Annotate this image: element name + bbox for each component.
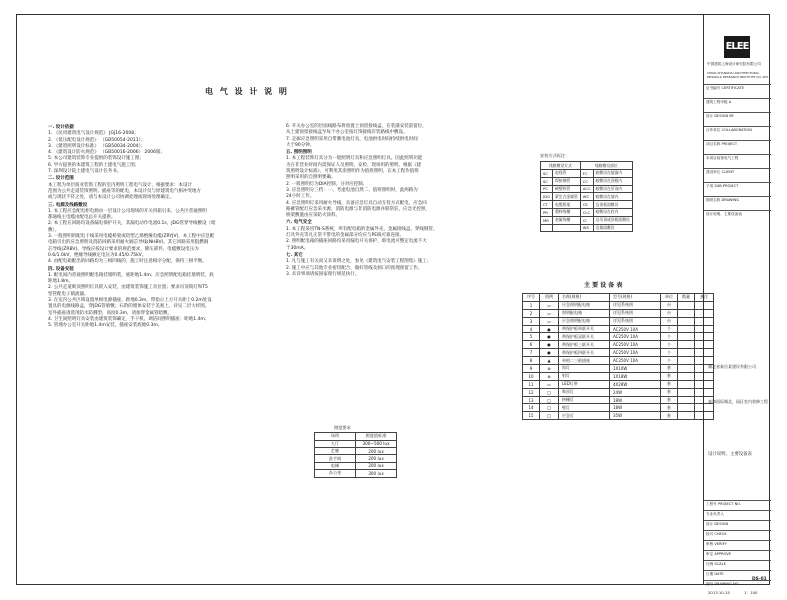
table-cell: ◯ [540, 404, 559, 412]
table-row [523, 404, 714, 412]
table-row [523, 325, 714, 333]
table-cell [678, 309, 695, 317]
note-line: 6. 开关办公室的层面线路布将放置土预留接线盒，在装潢安装前留位， [286, 124, 427, 129]
section-heading: 七. 其它 [286, 252, 303, 258]
table-cell: CT [541, 201, 553, 209]
table-cell: SC [541, 177, 553, 185]
title-block-row: 审定 APPROVE [704, 550, 771, 557]
table-cell: 走廊 [315, 447, 356, 454]
table-cell: 照明配电箱 [559, 309, 610, 317]
table-cell: 场所 [315, 433, 356, 440]
note-line: 2. 照明配电箱的插座回路均采用漏电开关保护，即电流可整定电流不大 [286, 239, 427, 245]
table-cell: 10 [523, 372, 540, 380]
table-cell: AC250V 10A [610, 341, 661, 349]
table-cell: ▲ [540, 357, 559, 365]
table-cell: 300 lux [356, 470, 397, 477]
install-table [540, 161, 633, 232]
note-line: 3. 未详事项请按国家现行规范执行。 [286, 271, 360, 277]
note-line: 2. 一般照明灯为DIA控制，分对应控制。 [286, 181, 368, 187]
table-cell: AC250V 10A [610, 333, 661, 341]
table-cell: WC [580, 193, 593, 201]
table-row [523, 341, 714, 349]
table-cell: 个 [661, 333, 678, 341]
note-line: 2. 《低压配电设计规范》 （GB50054-2011）； [48, 137, 146, 143]
table-cell [678, 317, 695, 325]
note-line: 5. 管理办公室开关距地1.4m安装，插座安装底地0.3m。 [48, 323, 163, 329]
table-cell: ● [540, 349, 559, 357]
note-line: 或与现状不符之处，请与本设计公司协调处理或现场处理确定。 [48, 195, 174, 201]
equipment-table-block [522, 280, 714, 420]
note-line: 3. 在室内公共区域设置单相电源插座，距地0.3m，带指示上方开关距上0.2m处设 [48, 298, 212, 304]
section-heading: 四. 设备安装 [48, 266, 74, 272]
table-row [315, 470, 397, 477]
table-cell: ● [540, 341, 559, 349]
table-cell: 35W [610, 412, 661, 420]
table-cell: 单相二三极插座 [559, 357, 610, 365]
table-cell: 台 [661, 317, 678, 325]
equipment-caption: 主 要 设 备 表 [584, 282, 623, 289]
install-table-block [540, 153, 633, 232]
table-cell: 300~500 lux [356, 440, 397, 447]
table-cell [678, 349, 695, 357]
table-cell: ACC [580, 185, 593, 193]
table-cell: 200 lux [356, 455, 397, 462]
note-line: 3. 应急照明分三档：一、考虑电池自然二、值班照明时，此两路为 [286, 187, 418, 193]
table-cell: ● [540, 325, 559, 333]
table-cell: 200 lux [356, 447, 397, 454]
table-cell: 序号 [523, 294, 540, 302]
note-line: 型管配电子镇流器。 [48, 291, 89, 297]
title-block-row: 校对 CHECK [704, 530, 771, 537]
table-cell: 15 [523, 412, 540, 420]
section-heading: 六. 电气安全 [286, 220, 312, 226]
table-cell: 12 [523, 388, 540, 396]
table-cell: SC [541, 170, 553, 178]
table-cell: CLC [580, 208, 593, 216]
note-line: 灯具外壳等凡正常不带电的金属部分均应与PE线可靠连接。 [286, 233, 405, 239]
note-line: 1. 配电间内普通照明配电箱挂墙明装，底距地1.4m；应急照明配电箱挂墙明装，底 [48, 272, 214, 278]
table-cell: ▭ [540, 380, 559, 388]
table-cell: 大厅 [315, 440, 356, 447]
table-cell [678, 412, 695, 420]
table-cell: 名称(规格) [559, 294, 610, 302]
table-cell: 详见系统图 [610, 309, 661, 317]
drawing-name: 设计说明、主要设备表 [708, 452, 752, 457]
table-cell: 型号(规格) [610, 294, 661, 302]
table-row [523, 365, 714, 373]
table-cell: 5 [523, 333, 540, 341]
table-cell: AC250V 10A [610, 357, 661, 365]
note-line: 2. 本工程在回路均设备漏电保护开关，其漏电动作电流0.1s，JDG管穿导线敷设（暗 [48, 221, 216, 227]
note-line: 7. 走廊应急照明采用自带蓄电池灯具，电池供电时间持续供电时间 [286, 136, 418, 142]
table-row [541, 201, 633, 209]
table-cell: 应急照明配电箱 [559, 301, 610, 309]
table-cell: ◯ [540, 388, 559, 396]
title-block-row: 设计说明、主要设备表 [704, 210, 771, 217]
note-line: 2. 公共走道吸顶照明灯具嵌入安装，由建筑装饰施工具位置；要求吊顶筒灯和T5 [48, 285, 208, 291]
section-heading: 二. 设计范围 [48, 176, 74, 182]
note-line: 芯导线(ZRBV)。导线应按设计要求的规范要求，降压部件，电缆敷设电压为 [48, 246, 199, 252]
title-block-row: 日期 DATE [704, 570, 771, 577]
table-cell [678, 372, 695, 380]
equipment-table [522, 293, 714, 420]
table-cell: 吸顶灯 [559, 388, 610, 396]
title-block-row: 本项目装饰电气工程 [704, 154, 771, 161]
table-cell: ▭ [540, 309, 559, 317]
table-cell: 暗敷设在顶板内 [593, 177, 632, 185]
table-cell: 套 [661, 372, 678, 380]
table-cell: 暗敷设在墙内 [593, 193, 632, 201]
table-cell: 套 [661, 365, 678, 373]
table-cell: 应急灯 [559, 412, 610, 420]
table-cell: 沿墙面敷设 [593, 224, 632, 232]
table-cell: ⊗ [540, 365, 559, 373]
note-line: 桥架敷施由应采防火涂料。 [286, 213, 340, 219]
table-cell: 沿顶板面敷设 [593, 201, 632, 209]
table-cell [678, 357, 695, 365]
table-cell: 套 [661, 412, 678, 420]
table-cell: 9 [523, 365, 540, 373]
table-cell: ● [540, 333, 559, 341]
note-line: 照明采用的自照明要确。 [286, 175, 336, 181]
table-cell: ◯ [540, 412, 559, 420]
table-row [523, 349, 714, 357]
title-block [703, 14, 771, 595]
table-row [541, 185, 633, 193]
table-cell: 200 lux [356, 462, 397, 469]
table-cell: 暗敷设在地面内 [593, 170, 632, 178]
table-cell: 8 [523, 357, 540, 365]
table-cell: MR [541, 216, 553, 224]
title-block-row: 建筑工程甲级 A [704, 98, 771, 105]
install-caption: 安装方式标注： [540, 153, 570, 158]
table-cell: 筒灯 [559, 365, 610, 373]
table-cell: 应急照明配电箱 [559, 317, 610, 325]
table-row [523, 333, 714, 341]
table-row [541, 177, 633, 185]
table-cell [678, 365, 695, 373]
table-cell: 1X10W [610, 365, 661, 373]
table-cell: 个 [661, 325, 678, 333]
table-row [523, 372, 714, 380]
table-cell: 塑料线槽 [553, 208, 581, 216]
company-name: 中国建筑上海设计研究院有限公司 [707, 62, 761, 66]
table-row [541, 224, 633, 232]
lux-table [314, 432, 397, 477]
table-row [541, 208, 633, 216]
lux-caption: 照度要求 [334, 425, 351, 430]
table-row [315, 447, 397, 454]
note-line: 2. 施工中应与其他专业密切配合，做好管线及洞口的预埋预留工作。 [286, 265, 423, 271]
table-cell: ◯ [540, 396, 559, 404]
table-row [523, 317, 714, 325]
table-cell: 2 [523, 309, 540, 317]
table-cell [678, 388, 695, 396]
table-cell: CC [580, 177, 593, 185]
table-cell: 单位 [661, 294, 678, 302]
note-line: 置具的电源线路盒，穿JDG管暗敷；石阶的墙体安装于美观上，详见二层大样图。 [48, 304, 210, 310]
table-cell: 详见系统图 [610, 301, 661, 309]
table-header-row [541, 162, 633, 170]
note-line: 4. 由配电箱配出的回路均为三相四线的，施工时注意相序分配，保持三相平衡。 [48, 259, 207, 265]
table-cell [541, 224, 553, 232]
table-cell: CI [580, 216, 593, 224]
note-line: 1. 本工程应急配电柜电源由一层设计公司现场的开关用箱引来，公共区普通照明 [48, 208, 207, 214]
note-line: 5. 本公司建筑装饰专业提供的装饰设计施工图； [48, 156, 144, 162]
table-cell: 3 [523, 317, 540, 325]
table-cell: 暗敷设在吊顶内 [593, 185, 632, 193]
note-line: 距地1.8m。 [48, 279, 74, 285]
table-cell: 电缆桥架 [553, 201, 581, 209]
drawing-scale: 1：100 [744, 590, 758, 595]
client-name: 湖北省泰岳某建设有限公司 [708, 364, 756, 369]
table-cell: PC [541, 185, 553, 193]
table-cell: 套 [661, 404, 678, 412]
note-line: 0.6/1.0kV，绝缘导线额定电压为0.45/0.75kV。 [48, 252, 147, 258]
table-cell [678, 380, 695, 388]
table-row [541, 170, 633, 178]
table-cell: 带保护板单联开关 [559, 325, 610, 333]
title-block-row: 比例 SCALE [704, 560, 771, 567]
title-block-row: 子项 SUB-PROJECT [704, 182, 771, 189]
title-block-row: 图号 DRAWING NO. [704, 580, 771, 587]
note-line: 1. 本工程装饰灯具分为一般照明灯具和应急照明灯具。因此照明功能 [286, 156, 423, 162]
title-block-row: 审核 VERIFY [704, 540, 771, 547]
drawing-date: 2013.10.15 [708, 590, 730, 595]
notes-column-2 [286, 124, 518, 278]
table-cell: 暗敷设在柱内 [593, 208, 632, 216]
title-block-row: 设计 DESIGN [704, 520, 771, 527]
table-cell: 焊接钢管 [553, 177, 581, 185]
table-cell: 电梯 [315, 462, 356, 469]
table-cell: 数量 [678, 294, 695, 302]
title-block-row: 合作单位 COLLABORATION [704, 126, 771, 133]
table-cell [678, 396, 695, 404]
note-line: 4. 应急照明灯采用耐火导线，具备应急灯具自动互投方式配电，应急回 [286, 200, 427, 206]
table-cell: 图例 [540, 294, 559, 302]
table-cell: ▭ [540, 317, 559, 325]
note-line: 路蓄管配灯应急采水源、消防电源与非消防电源并联常驻，应急光控照， [286, 206, 430, 212]
table-cell: 沿吊顶或顶板面敷设 [593, 216, 632, 224]
note-line: 为在非营业时间内需保证人员照明、安检、现场用的照明，根据《建 [286, 162, 421, 168]
table-cell: 办公室 [315, 470, 356, 477]
table-cell: 备注 [695, 294, 714, 302]
title-block-row: 专业负责人 [704, 510, 771, 517]
table-cell: 套 [661, 396, 678, 404]
table-cell [553, 224, 581, 232]
table-cell: LED灯带 [559, 380, 610, 388]
title-block-row: 设计 DESIGN BY [704, 112, 771, 119]
table-cell: ⊗ [540, 372, 559, 380]
project-name: 泰和国际城北、园区室内装修工程 [708, 399, 768, 404]
note-line: 4. 卫生间照明灯具安装由建筑装饰确定，手干机、调洁间照明插座：距地1.4m； [48, 316, 210, 322]
table-cell [678, 325, 695, 333]
table-cell: 台 [661, 301, 678, 309]
section-heading: 一. 设计依据 [48, 125, 74, 130]
table-row [523, 380, 714, 388]
table-row [315, 455, 397, 462]
note-line: 于30mA。 [286, 245, 309, 251]
table-row [523, 357, 714, 365]
table-cell: 套 [661, 388, 678, 396]
table-cell: 射灯 [559, 372, 610, 380]
note-line: 24小时工作。 [286, 194, 315, 200]
title-block-row: 工程号 PROJECT NO. [704, 500, 771, 507]
table-cell: 套 [661, 380, 678, 388]
table-cell [678, 404, 695, 412]
note-line: 从土建预留接线盒至每个办公室按灯饰接线有装路线中敷设。 [286, 130, 408, 136]
table-header-cell: 线路敷设方式 [541, 162, 581, 170]
note-line: 敷）。 [48, 227, 60, 233]
table-row [523, 309, 714, 317]
note-line: 7. 深圳设计院土建电气设计任务书。 [48, 169, 122, 175]
note-line: 1. 本工程采用TN-S系统，所有配电箱的金属外壳、金属接线盒、穿线钢管、 [286, 226, 438, 232]
table-cell: 个 [661, 357, 678, 365]
table-cell [678, 341, 695, 349]
table-row [315, 433, 397, 440]
company-name-en: CHINA SHANGHAI ARCHITECTURAL DESIGN & RESEARCH INSTITUTE CO.,LTD. [707, 71, 769, 79]
table-cell: 壁灯 [559, 404, 610, 412]
table-cell: 18W [610, 404, 661, 412]
sheet-number: DS-01 [752, 577, 767, 582]
note-line: 室外插座请选用防水防溅型，高度0.3m，请加穿金属管暗敷。 [48, 310, 173, 316]
table-row [541, 193, 633, 201]
table-header-cell: 线路敷设部位 [580, 162, 632, 170]
note-line: 都通线主电缆由配电总开关提供。 [48, 215, 116, 221]
note-line: 1. 凡与施工有关而又未说明之处，参见《建筑电气安装工程图集》施工； [286, 259, 432, 265]
table-row [315, 440, 397, 447]
table-cell: 1X18W [610, 372, 661, 380]
company-logo: ELEE [724, 36, 750, 58]
table-row [315, 462, 397, 469]
table-cell: WS [580, 224, 593, 232]
table-cell: 详见系统图 [610, 317, 661, 325]
table-cell: 金属线槽 [553, 216, 581, 224]
title-block-row: 证书编号 CERTIFICATE [704, 84, 771, 91]
table-cell: 4X28W [610, 380, 661, 388]
section-heading: 三. 电源及线路敷设 [48, 202, 88, 208]
note-line: 3. 《建筑照明设计标准》 （GB50034-2004）； [48, 143, 146, 149]
note-line: 本工程为单层商业装饰工程的室内照明工程电气设计，根据要求：本设计 [48, 182, 192, 188]
table-cell: AC250V 10A [610, 349, 661, 357]
table-cell [678, 333, 695, 341]
table-cell: 个 [661, 341, 678, 349]
note-line: 大于90分钟。 [286, 142, 315, 148]
table-cell: ▭ [540, 301, 559, 309]
notes-column-1 [48, 124, 280, 330]
note-line: 4. 《建筑设计防火规范》 （GB50016-2006） 2006版； [48, 150, 166, 156]
table-row [523, 388, 714, 396]
table-cell: JDG [541, 193, 553, 201]
table-cell: 13 [523, 396, 540, 404]
table-cell: PR [541, 208, 553, 216]
table-cell: 4 [523, 325, 540, 333]
section-heading: 五. 照明照明 [286, 150, 312, 156]
note-line: 6. 甲方提供的本建筑工程的土建电气施工图； [48, 162, 140, 168]
table-cell: 个 [661, 349, 678, 357]
table-cell: 紧定式金属管 [553, 193, 581, 201]
table-cell: CE [580, 201, 593, 209]
note-line: 范围为公共走道装饰照明、插座等的配电，本设计仅与原建筑电气相冲突地方 [48, 188, 201, 194]
table-row [523, 396, 714, 404]
table-cell [678, 301, 695, 309]
table-row [541, 216, 633, 224]
table-cell: FC [580, 170, 593, 178]
table-cell: 格栅灯 [559, 396, 610, 404]
table-row [523, 412, 714, 420]
table-cell: 1 [523, 301, 540, 309]
table-row [523, 294, 714, 302]
note-line: 1. 《民用建筑电气设计规范》 JGJ16-2008； [48, 131, 139, 137]
note-line: 筑照明设计标准》，可利用其余照明作为值班照明，在本工程作值班 [286, 169, 419, 175]
note-line: 电箱引出的应急照明及消防回路采用耐火铜芯导线(NHBV)。其它回路采用阻燃铜 [48, 240, 209, 246]
table-cell: 14 [523, 404, 540, 412]
title-block-row: 项目名称 PROJECT [704, 140, 771, 147]
table-cell: 电线管 [553, 170, 581, 178]
table-cell: 硬塑料管 [553, 185, 581, 193]
note-line: 3. 一般照明的配电干线采用电缆桥架或铝塑乙烯绝缘电缆(ZRYJV)，本工程中应急配 [48, 234, 215, 240]
table-cell: 6 [523, 341, 540, 349]
table-cell: AC250V 10A [610, 325, 661, 333]
title-block-row: 图纸名称 DRAWING [704, 196, 771, 203]
table-cell: 24W [610, 388, 661, 396]
table-cell: 照度值标准 [356, 433, 397, 440]
title-block-row: 建设单位 CLIENT [704, 168, 771, 175]
lux-table-block [314, 425, 397, 478]
table-cell: 18W [610, 396, 661, 404]
table-cell: 7 [523, 349, 540, 357]
table-row [523, 301, 714, 309]
table-cell: 台 [661, 309, 678, 317]
table-cell: 11 [523, 380, 540, 388]
table-cell: 带保护板三联开关 [559, 341, 610, 349]
table-cell: 带保护板双联开关 [559, 333, 610, 341]
table-cell: 洗手间 [315, 455, 356, 462]
table-cell: 带保护板四联开关 [559, 349, 610, 357]
page-title: 电 气 设 计 说 明 [205, 87, 289, 96]
